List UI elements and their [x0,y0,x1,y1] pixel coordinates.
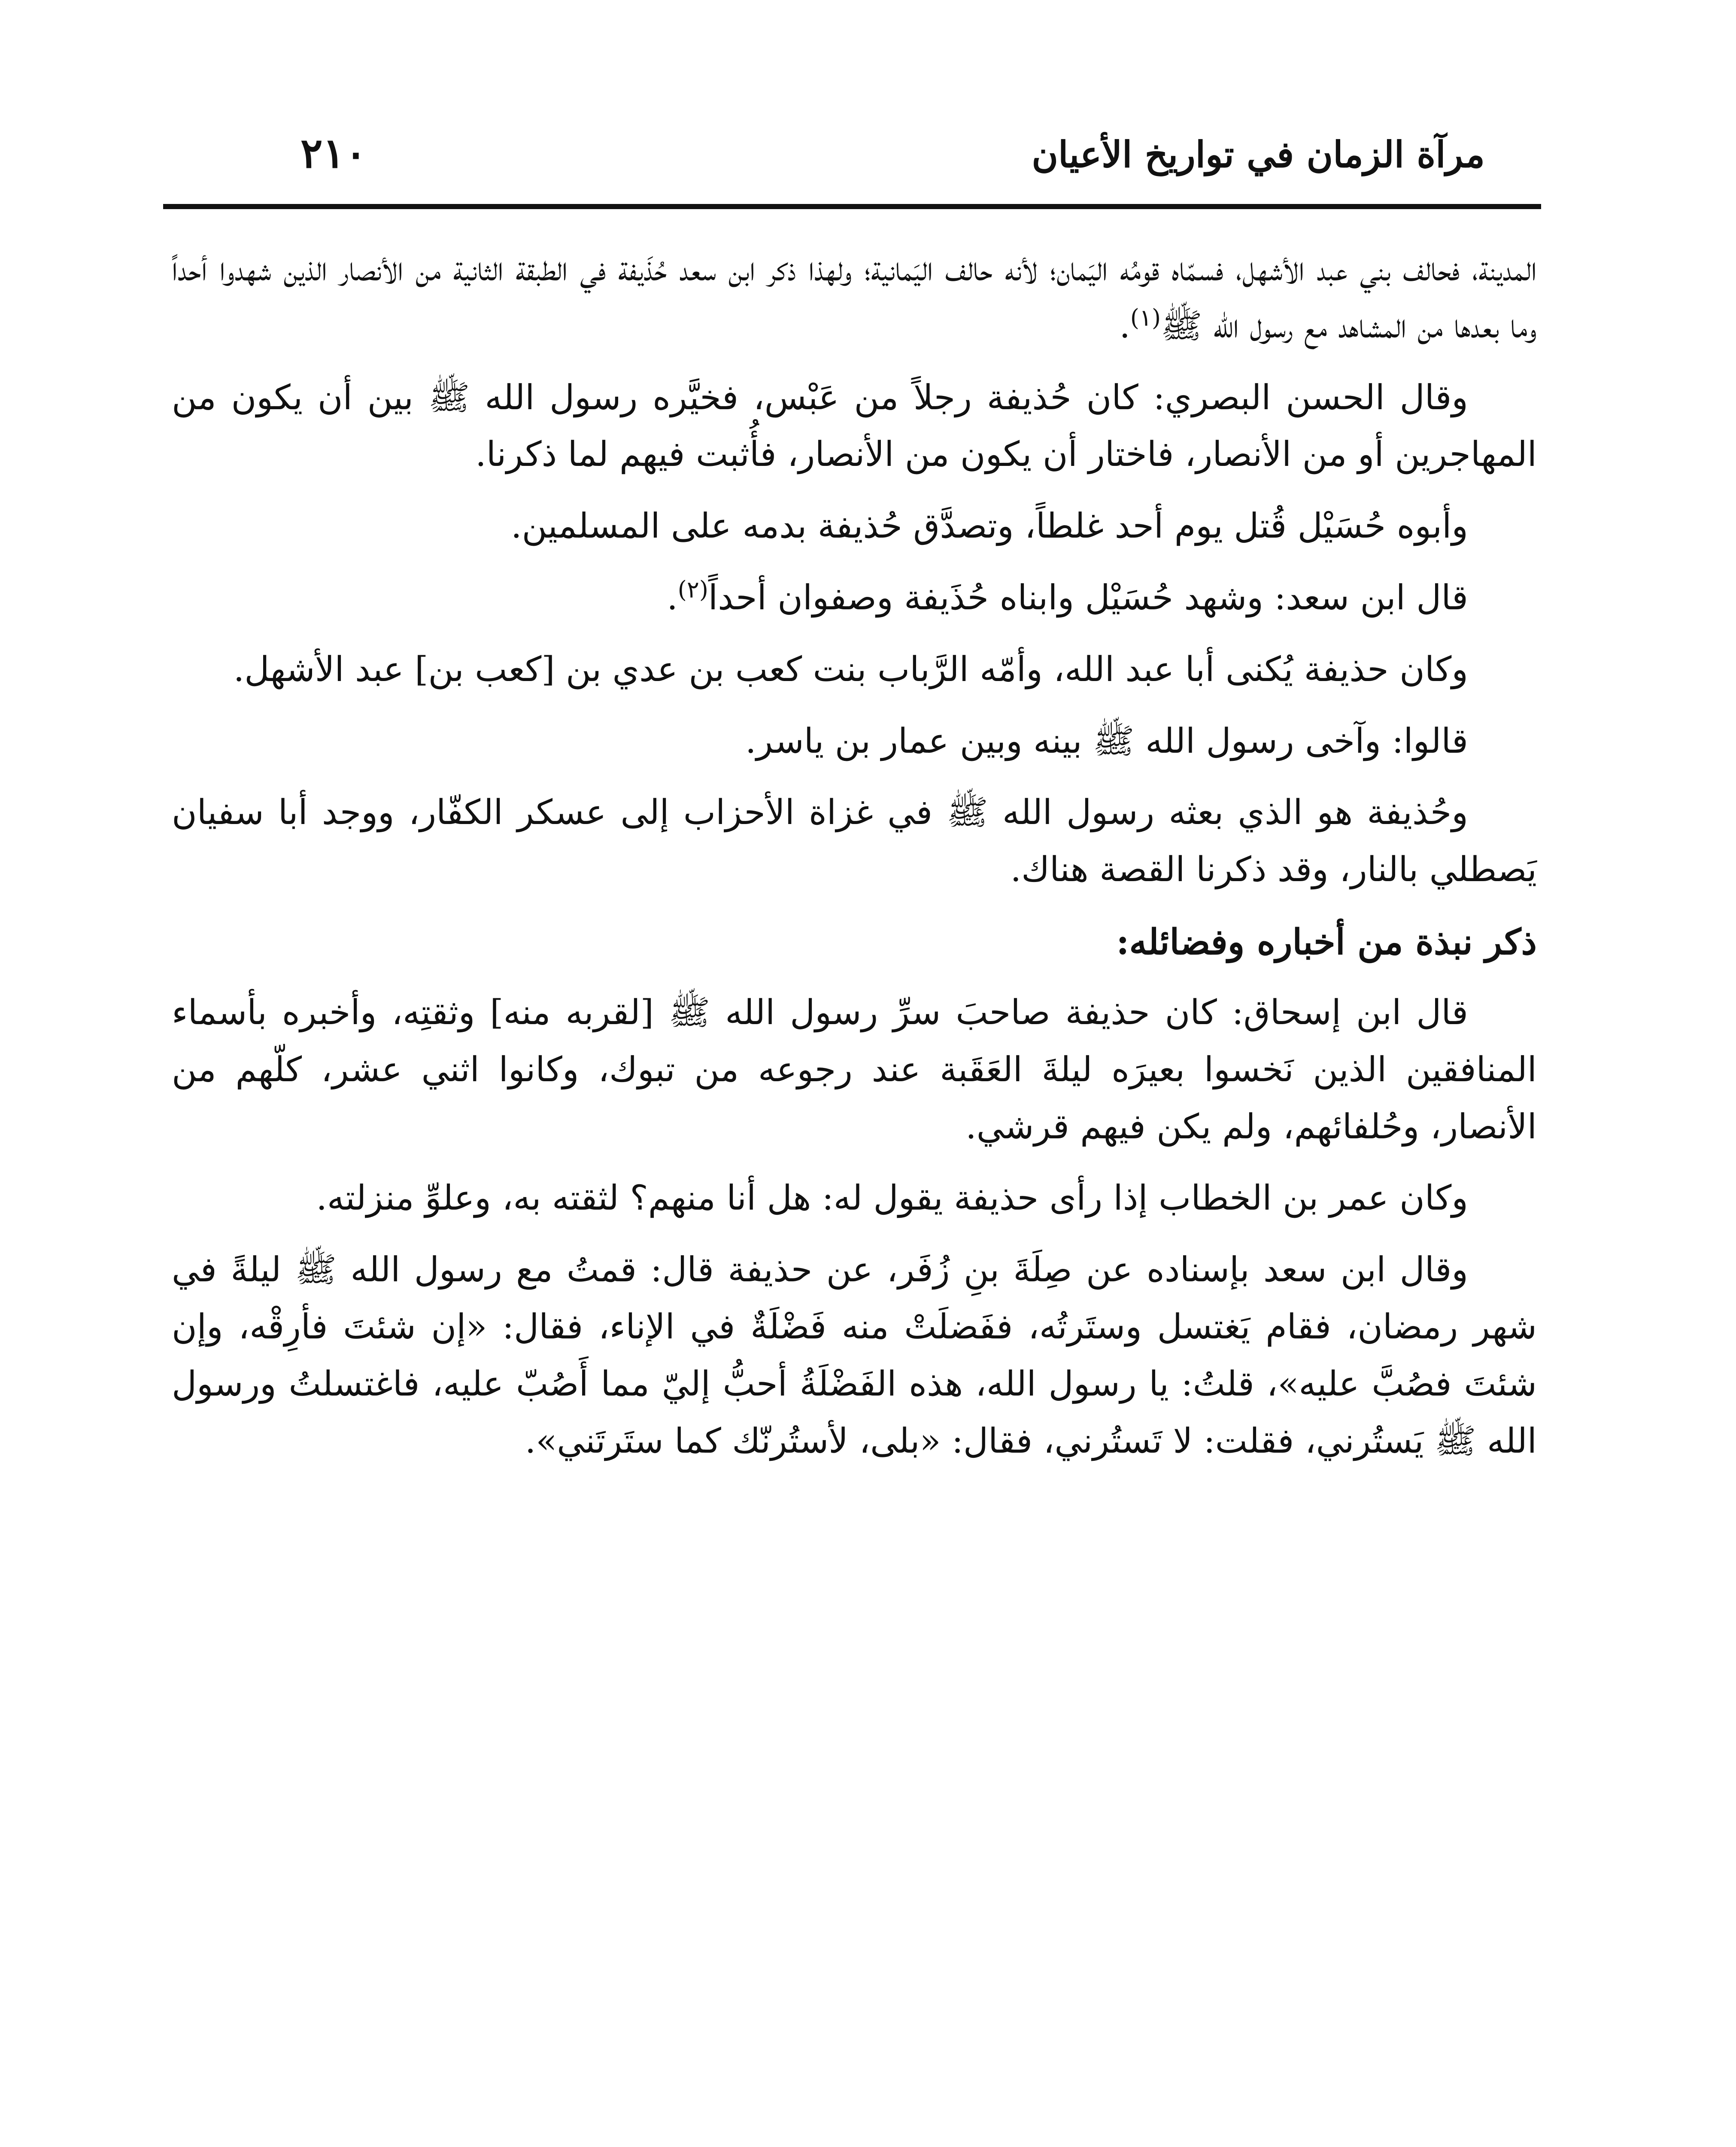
paragraph-4 [172,569,1537,626]
paragraph-10: وقال ابن سعد بإسناده عن صِلَةَ بنِ زُفَر، عن حذيفة قال: قمتُ مع رسول الله ﷺ ليلةً في شهر رمضان، فقام يَغتسل وستَرتُه، ففَضلَتْ منه فَضْلَةٌ في الإناء، فقال: «إن شئتَ فأرِقْه، وإن شئتَ فصُبَّ عليه»، قلتُ: يا رسول الله، هذه الفَضْلَةُ أحبُّ إليّ مما أَصُبّ عليه، فاغتسلتُ ورسول الله ﷺ يَستُرني، فقلت: لا تَستُرني، فقال: «بلى، لأستُرنّك كما ستَرتَني». [172,1250,1537,1461]
paragraph-3: وأبوه حُسَيْل قُتل يوم أحد غلطاً، وتصدَّق حُذيفة بدمه على المسلمين. [511,506,1468,546]
running-title: مرآة الزمان في تواريخ الأعيان [1032,133,1485,176]
paragraph-5: وكان حذيفة يُكنى أبا عبد الله، وأمّه الرَّباب بنت كعب بن عدي بن [كعب بن] عبد الأشهل. [233,649,1468,689]
paragraph-1-text: المدينة، فحالف بني عبد الأشهل، فسمّاه قومُه اليَمان؛ لأنه حالف اليَمانية؛ ولهذا ذكر ابن سعد حُذَيفة في الطبقة الثانية من الأنصار الذين شهدوا أحداً وما بعدها من المشاهد مع رسول الله ﷺ [172,249,1537,346]
paragraph-8: قال ابن إسحاق: كان حذيفة صاحبَ سرِّ رسول الله ﷺ [لقربه منه] وثقتِه، وأخبره بأسماء المنافقين الذين نَخسوا بعيرَه ليلةَ العَقَبة عند رجوعه من تبوك، وكانوا اثني عشر، كلّهم من الأنصار، وحُلفائهم، ولم يكن فيهم قرشي. [172,992,1537,1146]
paragraph-1-end: . [1119,305,1130,346]
paragraph-4-end: . [667,577,678,617]
footnote-ref-1: (١) [1130,304,1161,331]
paragraph-9: وكان عمر بن الخطاب إذا رأى حذيفة يقول له: هل أنا منهم؟ لثقته به، وعلوِّ منزلته. [316,1178,1468,1218]
paragraph-2: وقال الحسن البصري: كان حُذيفة رجلاً من عَبْس، فخيَّره رسول الله ﷺ بين أن يكون من المهاجرين أو من الأنصار، فاختار أن يكون من الأنصار، فأُثبت فيهم لما ذكرنا. [172,377,1537,474]
page-number: ٢١٠ [300,129,367,177]
paragraph-6: قالوا: وآخى رسول الله ﷺ بينه وبين عمار بن ياسر. [745,721,1468,761]
paragraph-4-text: قال ابن سعد: وشهد حُسَيْل وابناه حُذَيفة وصفوان أحداً [708,577,1468,617]
section-heading: ذكر نبذة من أخباره وفضائله: [1116,921,1537,963]
footnote-ref-2: (٢) [677,576,708,603]
paragraph-7: وحُذيفة هو الذي بعثه رسول الله ﷺ في غزاة الأحزاب إلى عسكر الكفّار، ووجد أبا سفيان يَصطلي بالنار، وقد ذكرنا القصة هناك. [172,792,1537,890]
header-rule [163,204,1541,209]
body-text [172,240,1537,1484]
paragraph-1 [172,240,1537,355]
